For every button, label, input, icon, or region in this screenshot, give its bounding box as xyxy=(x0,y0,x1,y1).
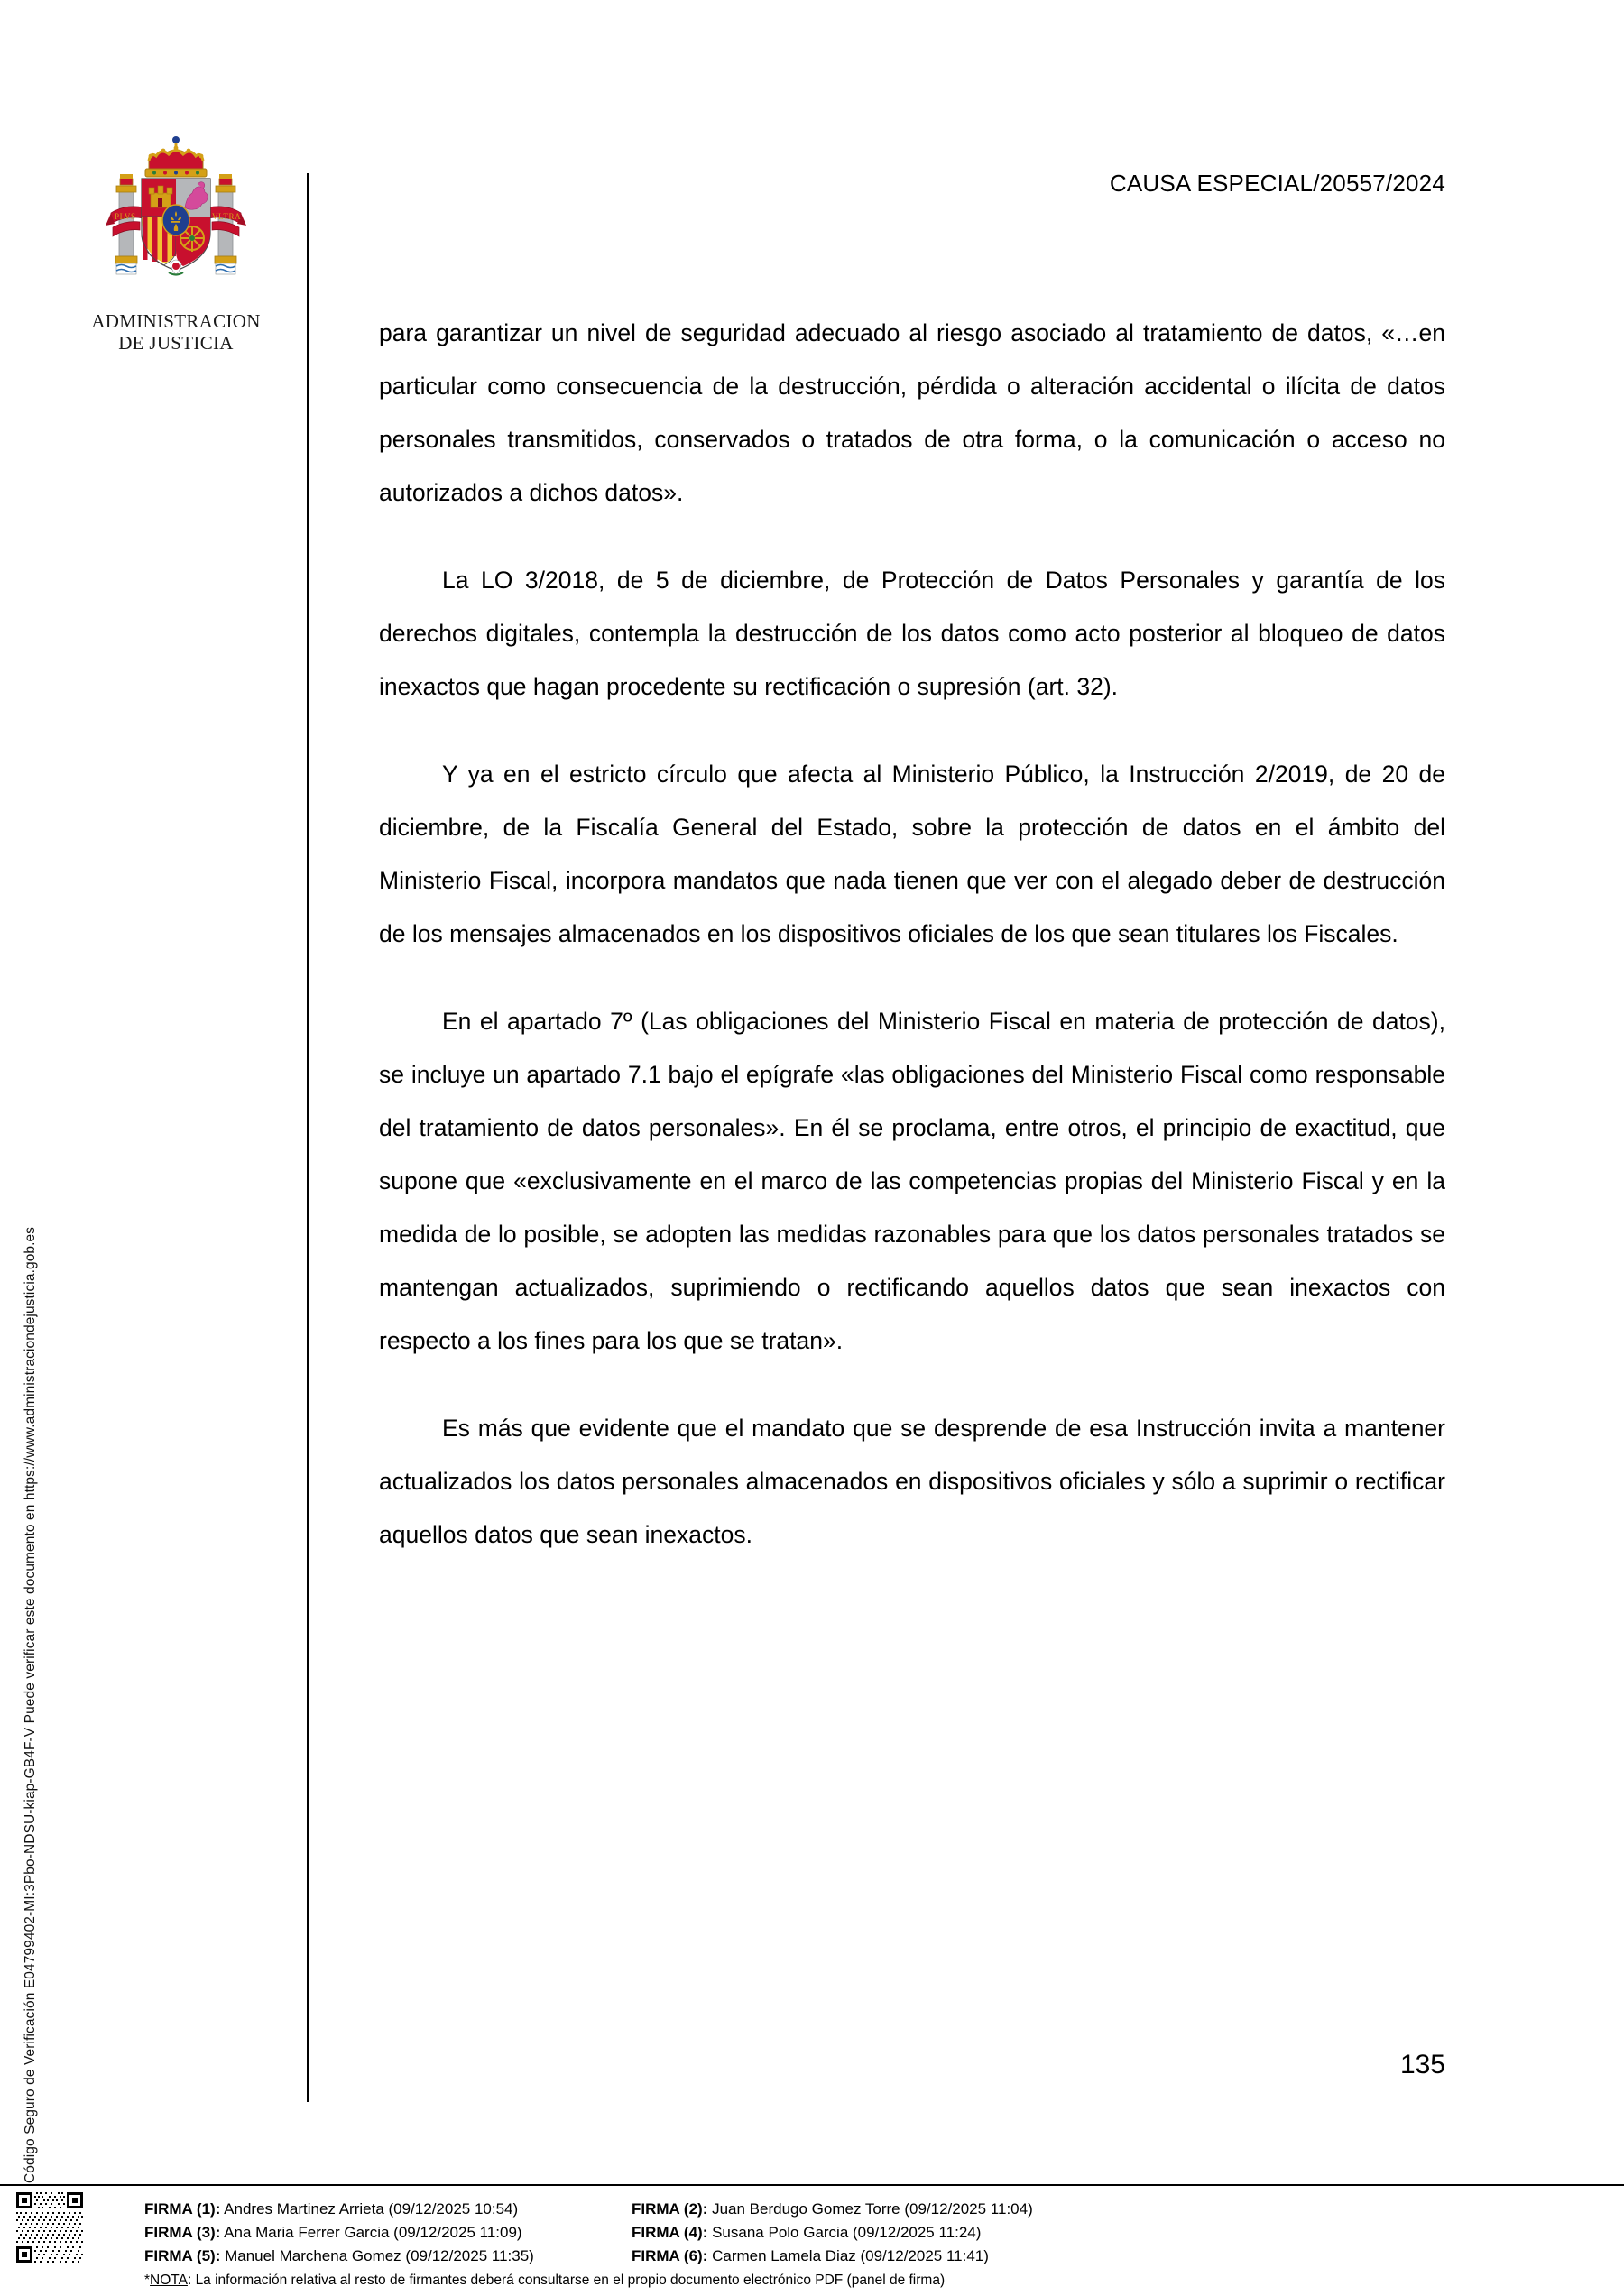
paragraph: Es más que evidente que el mandato que se desprende de esa Instrucción invita a mantener actualizados los datos personales almacenados en dispositivos oficiales y sólo a suprimir o rectificar aquellos datos que sean inexactos. xyxy=(379,1415,1445,1548)
emblem-caption xyxy=(63,310,289,355)
footer-divider xyxy=(0,2184,1624,2186)
signature-label: FIRMA (3): xyxy=(144,2224,221,2241)
emblem-caption-line1: ADMINISTRACION xyxy=(91,310,261,332)
signature-entry xyxy=(632,2221,1615,2245)
signature-entry xyxy=(632,2245,1615,2268)
footer-note-text: : La información relativa al resto de firmantes deberá consultarse en el propio documento electrónico PDF (panel de firma) xyxy=(187,2273,946,2288)
footer-note xyxy=(144,2272,1615,2290)
page-number: 135 xyxy=(1399,2050,1445,2079)
escutcheon-icon xyxy=(142,179,210,275)
svg-text:VLTRA: VLTRA xyxy=(212,212,242,221)
signature-value: Susana Polo Garcia (09/12/2025 11:24) xyxy=(712,2224,982,2241)
document-body xyxy=(379,307,1445,1562)
signature-entry xyxy=(144,2245,586,2268)
case-reference-header: CAUSA ESPECIAL/20557/2024 xyxy=(1109,170,1445,197)
signature-label: FIRMA (4): xyxy=(632,2224,708,2241)
signature-value: Andres Martinez Arrieta (09/12/2025 10:54) xyxy=(224,2200,519,2218)
signature-value: Manuel Marchena Gomez (09/12/2025 11:35) xyxy=(225,2247,534,2264)
paragraph: La LO 3/2018, de 5 de diciembre, de Protección de Datos Personales y garantía de los derechos digitales, contempla la destrucción de los datos como acto posterior al bloqueo de datos inexactos que hagan procedente su rectificación o supresión (art. 32). xyxy=(379,567,1445,700)
paragraph: En el apartado 7º (Las obligaciones del Ministerio Fiscal en materia de protección de datos), se incluye un apartado 7.1 bajo el epígrafe «las obligaciones del Ministerio Fiscal como responsable del tratamiento de datos personales». En él se proclama, entre otros, el principio de exactitud, que supone que «exclusivamente en el marco de las competencias propias del Ministerio Fiscal y en la medida de lo posible, se adopten las medidas razonables para que los datos personales tratados se mantengan actualizados, suprimiendo o rectificando aquellos datos que sean inexactos con respecto a los fines para los que se tratan». xyxy=(379,1008,1445,1354)
paragraph: para garantizar un nivel de seguridad adecuado al riesgo asociado al tratamiento de datos, «…en particular como consecuencia de la destrucción, pérdida o alteración accidental o ilícita de datos personales transmitidos, conservados o tratados de otra forma, o la comunicación o acceso no autorizados a dichos datos». xyxy=(379,319,1445,506)
signature-label: FIRMA (1): xyxy=(144,2200,221,2218)
signature-value: Ana Maria Ferrer Garcia (09/12/2025 11:09) xyxy=(224,2224,522,2241)
svg-text:PLVS: PLVS xyxy=(115,212,136,221)
signature-value: Juan Berdugo Gomez Torre (09/12/2025 11:04) xyxy=(712,2200,1033,2218)
qr-code-icon xyxy=(14,2190,85,2264)
emblem-caption-line2: DE JUSTICIA xyxy=(118,332,234,355)
signature-grid xyxy=(144,2198,1615,2268)
verification-code-strip xyxy=(13,1037,49,2183)
paragraph: Y ya en el estricto círculo que afecta al Ministerio Público, la Instrucción 2/2019, de 20 de diciembre, de la Fiscalía General del Estado, sobre la protección de datos en el ámbito del Ministerio Fiscal, incorpora mandatos que nada tienen que ver con el alegado deber de destrucción de los mensajes almacenados en los dispositivos oficiales de los que sean titulares los Fiscales. xyxy=(379,761,1445,947)
signature-label: FIRMA (6): xyxy=(632,2247,708,2264)
signature-label: FIRMA (2): xyxy=(632,2200,708,2218)
signature-label: FIRMA (5): xyxy=(144,2247,221,2264)
signature-entry xyxy=(632,2198,1615,2221)
signature-entry xyxy=(144,2221,586,2245)
coat-of-arms-block xyxy=(63,126,289,355)
signature-block xyxy=(144,2198,1615,2290)
verification-code-text: Código Seguro de Verificación E04799402-MI:3Pbo-NDSU-kiap-GB4F-V Puede verificar este documento en https://www.administraciondejusticia.gob.es xyxy=(23,1226,38,2183)
spain-coat-of-arms-icon xyxy=(86,126,266,307)
footer-note-prefix: * xyxy=(144,2273,151,2288)
footer-note-keyword: NOTA xyxy=(150,2273,188,2288)
signature-value: Carmen Lamela Diaz (09/12/2025 11:41) xyxy=(712,2247,989,2264)
margin-divider xyxy=(307,173,309,2102)
signature-entry xyxy=(144,2198,586,2221)
